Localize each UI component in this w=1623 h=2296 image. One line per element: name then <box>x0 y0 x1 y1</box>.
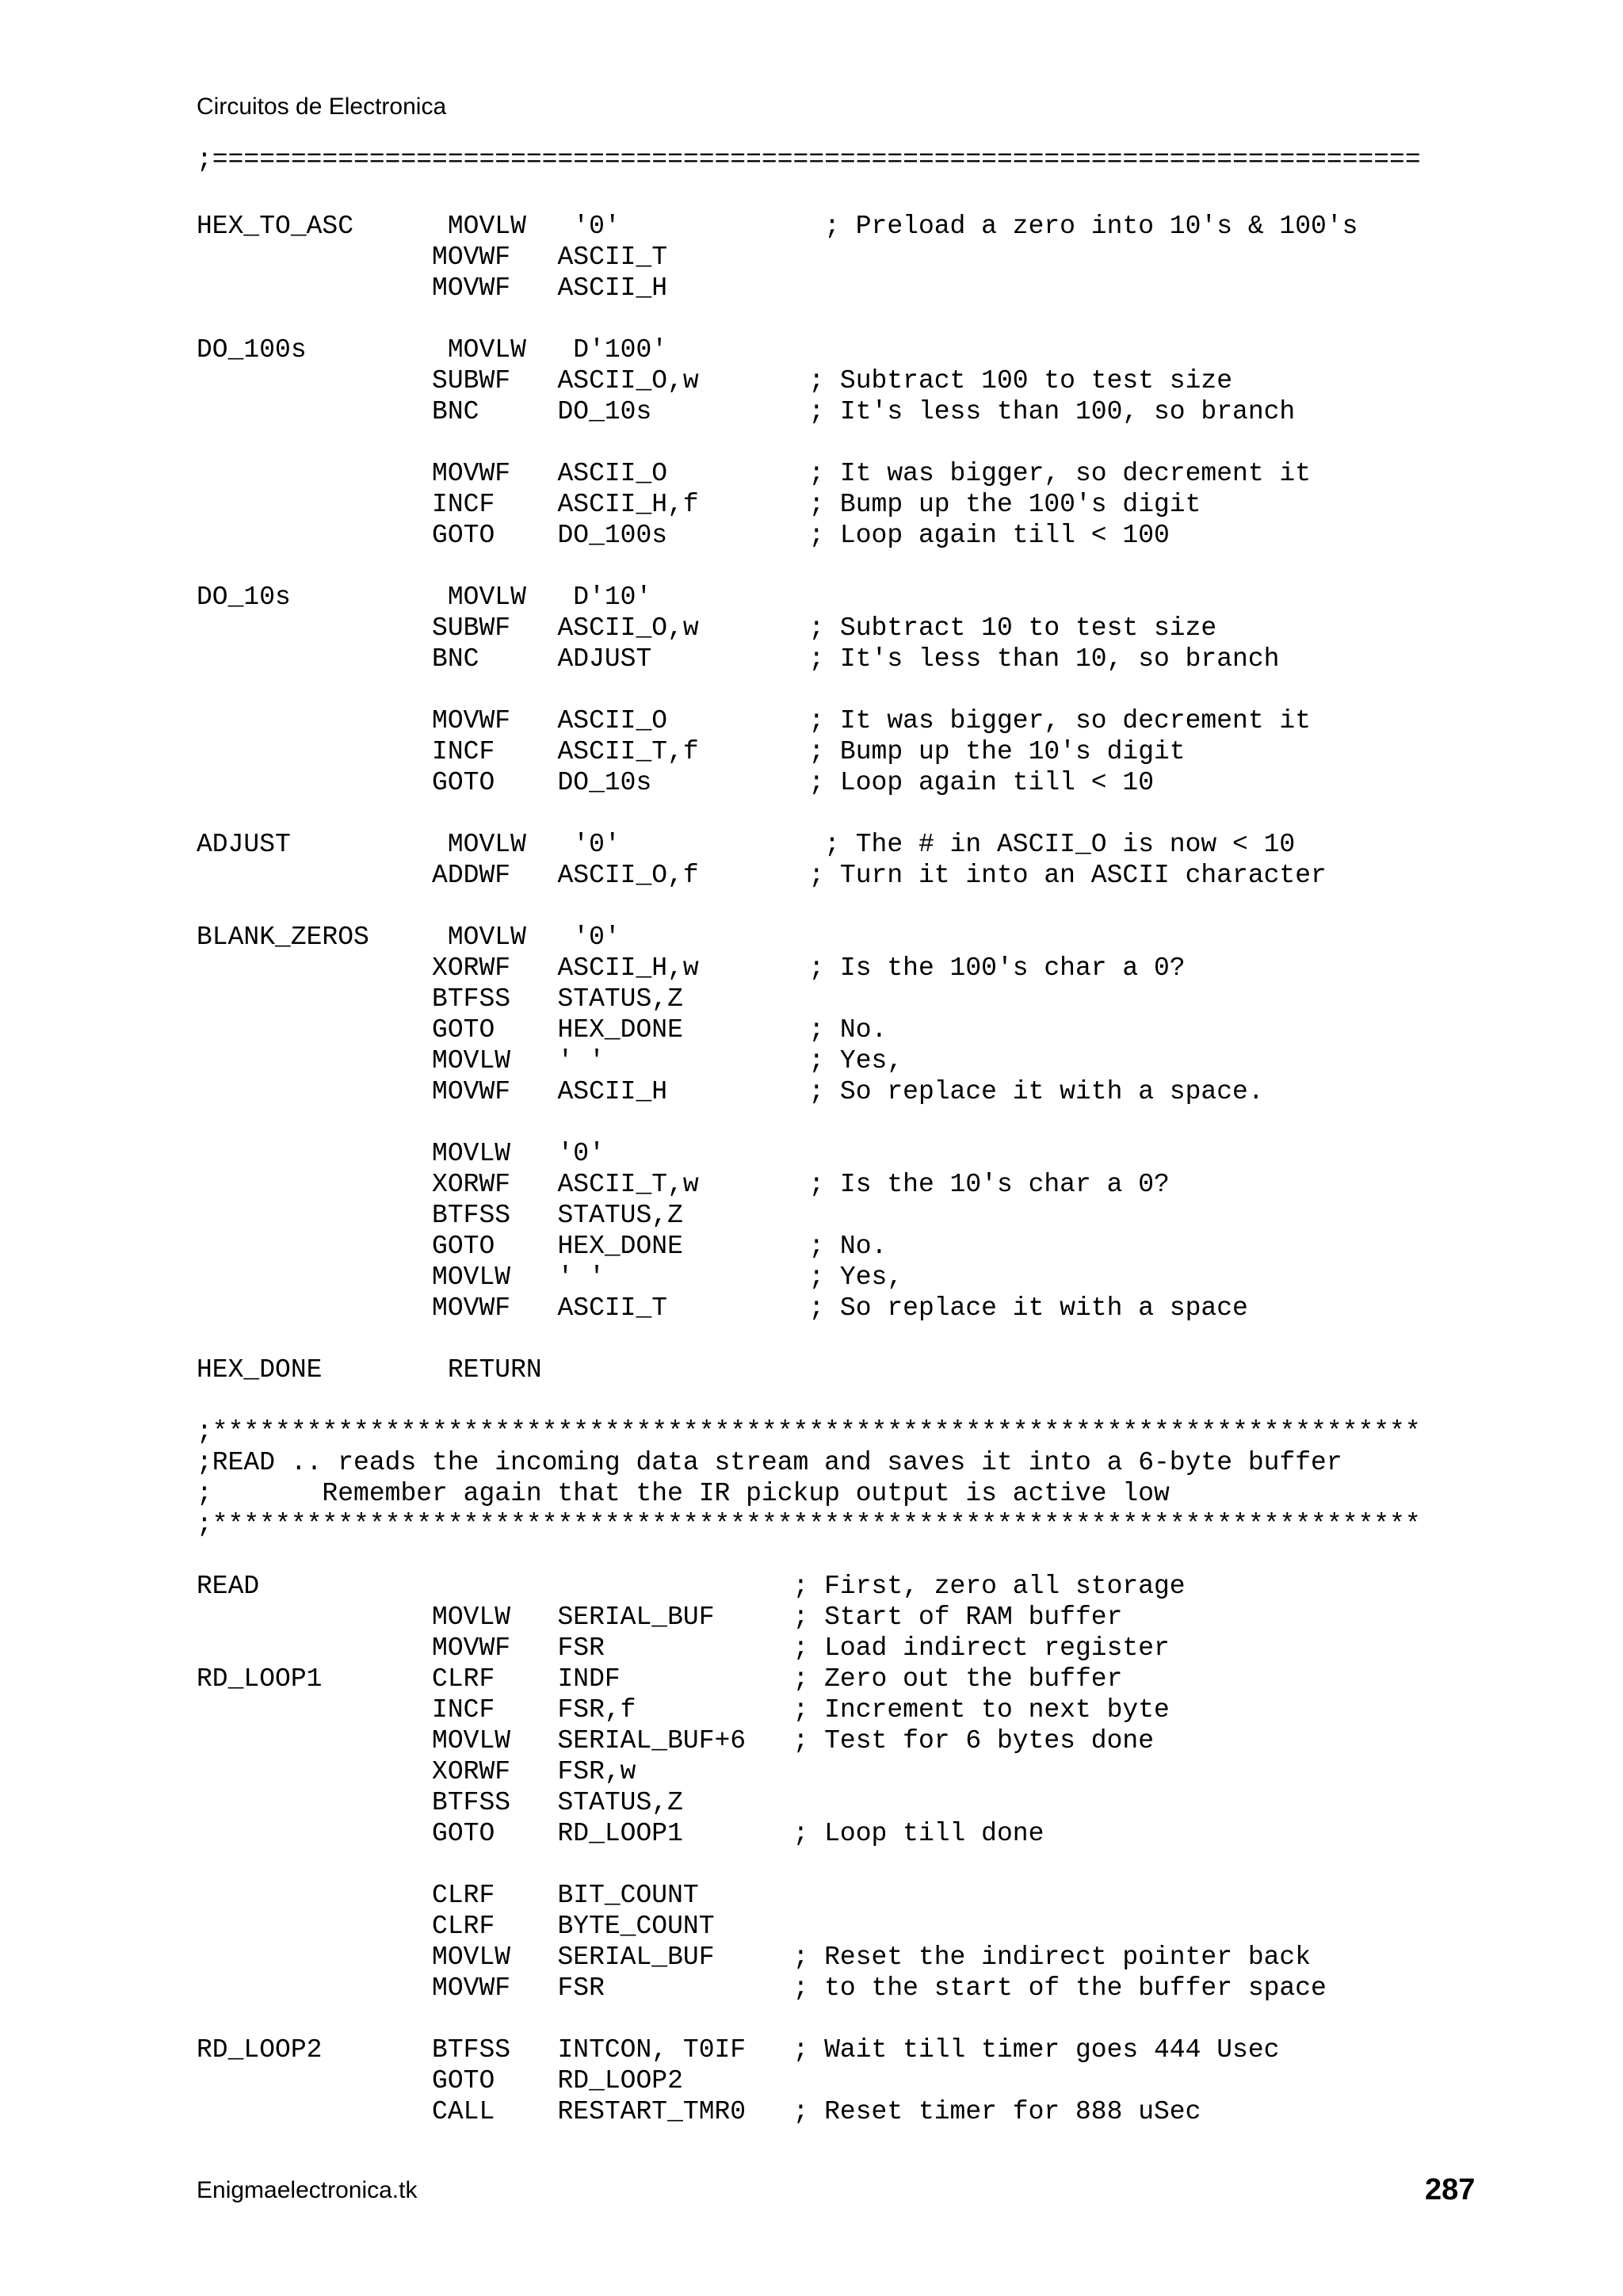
code-line: CLRF BYTE_COUNT <box>197 1912 715 1941</box>
page-number: 287 <box>1425 2173 1476 2206</box>
code-line: MOVWF ASCII_O ; It was bigger, so decrement it <box>197 459 1312 488</box>
code-line: CALL RESTART_TMR0 ; Reset timer for 888 uSec <box>197 2097 1201 2126</box>
code-line: DO_100s MOVLW D'100' <box>197 335 668 365</box>
code-line: GOTO HEX_DONE ; No. <box>197 1015 888 1045</box>
code-line: GOTO DO_10s ; Loop again till < 10 <box>197 768 1154 797</box>
comment-line: ;READ .. reads the incoming data stream and saves it into a 6-byte buffer <box>197 1448 1342 1477</box>
comment-border: ;***************************************************************************** <box>197 1417 1421 1446</box>
code-line: MOVLW SERIAL_BUF ; Reset the indirect pointer back <box>197 1943 1312 1972</box>
code-line: ADJUST MOVLW '0' ; The # in ASCII_O is now < 10 <box>197 830 1296 859</box>
code-line: HEX_DONE RETURN <box>197 1355 542 1385</box>
code-line: GOTO DO_100s ; Loop again till < 100 <box>197 521 1170 550</box>
code-line: XORWF ASCII_H,w ; Is the 100's char a 0? <box>197 953 1186 983</box>
code-line: GOTO RD_LOOP2 <box>197 2066 683 2095</box>
code-line: RD_LOOP2 BTFSS INTCON, T0IF ; Wait till timer goes 444 Usec <box>197 2035 1280 2065</box>
code-line: MOVLW ' ' ; Yes, <box>197 1046 903 1075</box>
code-line: MOVLW ' ' ; Yes, <box>197 1263 903 1292</box>
code-line: BLANK_ZEROS MOVLW '0' <box>197 923 621 952</box>
code-line: MOVLW '0' <box>197 1139 605 1168</box>
code-line: HEX_TO_ASC MOVLW '0' ; Preload a zero into 10's & 100's <box>197 212 1358 241</box>
code-line: MOVWF ASCII_T <box>197 243 668 272</box>
code-line: RD_LOOP1 CLRF INDF ; Zero out the buffer <box>197 1664 1123 1694</box>
code-line: MOVWF ASCII_O ; It was bigger, so decrement it <box>197 706 1312 735</box>
code-line: INCF ASCII_T,f ; Bump up the 10's digit <box>197 737 1186 766</box>
code-line: DO_10s MOVLW D'10' <box>197 583 652 612</box>
separator-line: ;============================================================================= <box>197 145 1421 174</box>
code-line: INCF FSR,f ; Increment to next byte <box>197 1695 1170 1725</box>
comment-line: ; Remember again that the IR pickup output is active low <box>197 1479 1170 1508</box>
code-line: BTFSS STATUS,Z <box>197 1201 683 1230</box>
code-line: GOTO RD_LOOP1 ; Loop till done <box>197 1819 1044 1848</box>
code-line: MOVLW SERIAL_BUF ; Start of RAM buffer <box>197 1603 1123 1632</box>
footer-site: Enigmaelectronica.tk <box>197 2177 418 2203</box>
code-line: MOVLW SERIAL_BUF+6 ; Test for 6 bytes done <box>197 1726 1154 1755</box>
code-line: GOTO HEX_DONE ; No. <box>197 1232 888 1261</box>
code-line: XORWF FSR,w <box>197 1757 636 1786</box>
code-line: MOVWF FSR ; Load indirect register <box>197 1633 1170 1663</box>
code-line: XORWF ASCII_T,w ; Is the 10's char a 0? <box>197 1170 1170 1199</box>
code-line: CLRF BIT_COUNT <box>197 1881 699 1910</box>
code-line: BNC ADJUST ; It's less than 10, so branch <box>197 644 1280 674</box>
code-line: READ ; First, zero all storage <box>197 1572 1186 1601</box>
code-line: SUBWF ASCII_O,w ; Subtract 10 to test size <box>197 613 1217 643</box>
running-header: Circuitos de Electronica <box>197 94 447 120</box>
code-line: MOVWF ASCII_T ; So replace it with a space <box>197 1293 1248 1323</box>
code-line: MOVWF ASCII_H ; So replace it with a space. <box>197 1077 1264 1106</box>
code-line: ADDWF ASCII_O,f ; Turn it into an ASCII character <box>197 861 1327 890</box>
code-line: MOVWF ASCII_H <box>197 273 668 303</box>
code-line: INCF ASCII_H,f ; Bump up the 100's digit <box>197 490 1201 519</box>
code-line: SUBWF ASCII_O,w ; Subtract 100 to test size <box>197 366 1233 395</box>
comment-border: ;***************************************************************************** <box>197 1510 1421 1539</box>
code-line: MOVWF FSR ; to the start of the buffer space <box>197 1973 1327 2003</box>
code-line: BTFSS STATUS,Z <box>197 1788 683 1817</box>
code-line: BNC DO_10s ; It's less than 100, so branch <box>197 397 1296 426</box>
code-line: BTFSS STATUS,Z <box>197 984 683 1014</box>
